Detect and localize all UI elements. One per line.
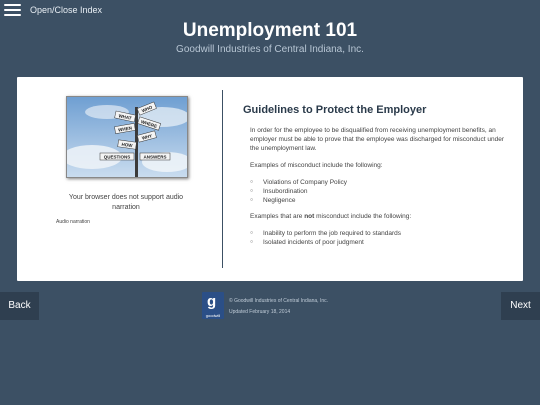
updated-date: Updated February 18, 2014: [229, 309, 291, 315]
sign-how: HOW: [121, 141, 133, 149]
not-misconduct-intro: [250, 212, 508, 221]
sign-what: WHAT: [118, 113, 132, 121]
text-column: [243, 104, 508, 254]
column-divider: [222, 90, 223, 268]
page-subtitle: Goodwill Industries of Central Indiana, Inc.: [176, 44, 364, 55]
sign-questions: QUESTIONS: [103, 154, 131, 160]
sign-why: WHY: [141, 133, 153, 141]
list-item: ○ Insubordination: [263, 187, 508, 196]
next-button[interactable]: Next: [501, 292, 540, 320]
index-toggle-label[interactable]: Open/Close Index: [30, 5, 103, 15]
section-heading: Guidelines to Protect the Employer: [243, 104, 427, 116]
logo-letter: g: [207, 293, 217, 310]
list-item: ○ Negligence: [263, 196, 508, 205]
not-misconduct-post: misconduct include the following:: [314, 213, 412, 220]
list-item: ○ Violations of Company Policy: [263, 178, 508, 187]
content-panel: [17, 77, 523, 281]
not-misconduct-pre: Examples that are: [250, 213, 305, 220]
sign-who: WHO: [140, 104, 154, 114]
sign-where: WHERE: [140, 119, 158, 129]
misconduct-intro: Examples of misconduct include the following:: [250, 162, 383, 169]
audio-unsupported-message: Your browser does not support audio narration: [68, 194, 184, 211]
top-bar: [0, 0, 540, 22]
menu-icon[interactable]: [4, 4, 21, 18]
list-item: ○ Inability to perform the job required to standards: [263, 229, 508, 238]
signpost-illustration: [67, 97, 187, 177]
copyright-text: © Goodwill Industries of Central Indiana, Inc.: [229, 298, 329, 304]
misconduct-list: [243, 178, 508, 205]
not-misconduct-list: [243, 229, 508, 247]
page-title: Unemployment 101: [182, 20, 358, 41]
footer-text: [229, 296, 328, 318]
goodwill-logo: [202, 292, 224, 319]
sign-when: WHEN: [117, 125, 133, 133]
intro-paragraph: In order for the employee to be disqualified from receiving unemployment benefits, an employer must be able to prove that the employee was discharged for misconduct under the unemployment law.: [250, 127, 504, 152]
media-column: [17, 77, 222, 281]
back-button[interactable]: Back: [0, 292, 39, 320]
audio-caption: Audio narration: [56, 219, 90, 225]
logo-text: goodwill: [205, 313, 221, 318]
sign-answers: ANSWERS: [143, 154, 167, 160]
signpost-image: [66, 96, 188, 178]
not-emphasis: not: [304, 213, 315, 220]
list-item: ○ Isolated incidents of poor judgment: [263, 238, 508, 247]
